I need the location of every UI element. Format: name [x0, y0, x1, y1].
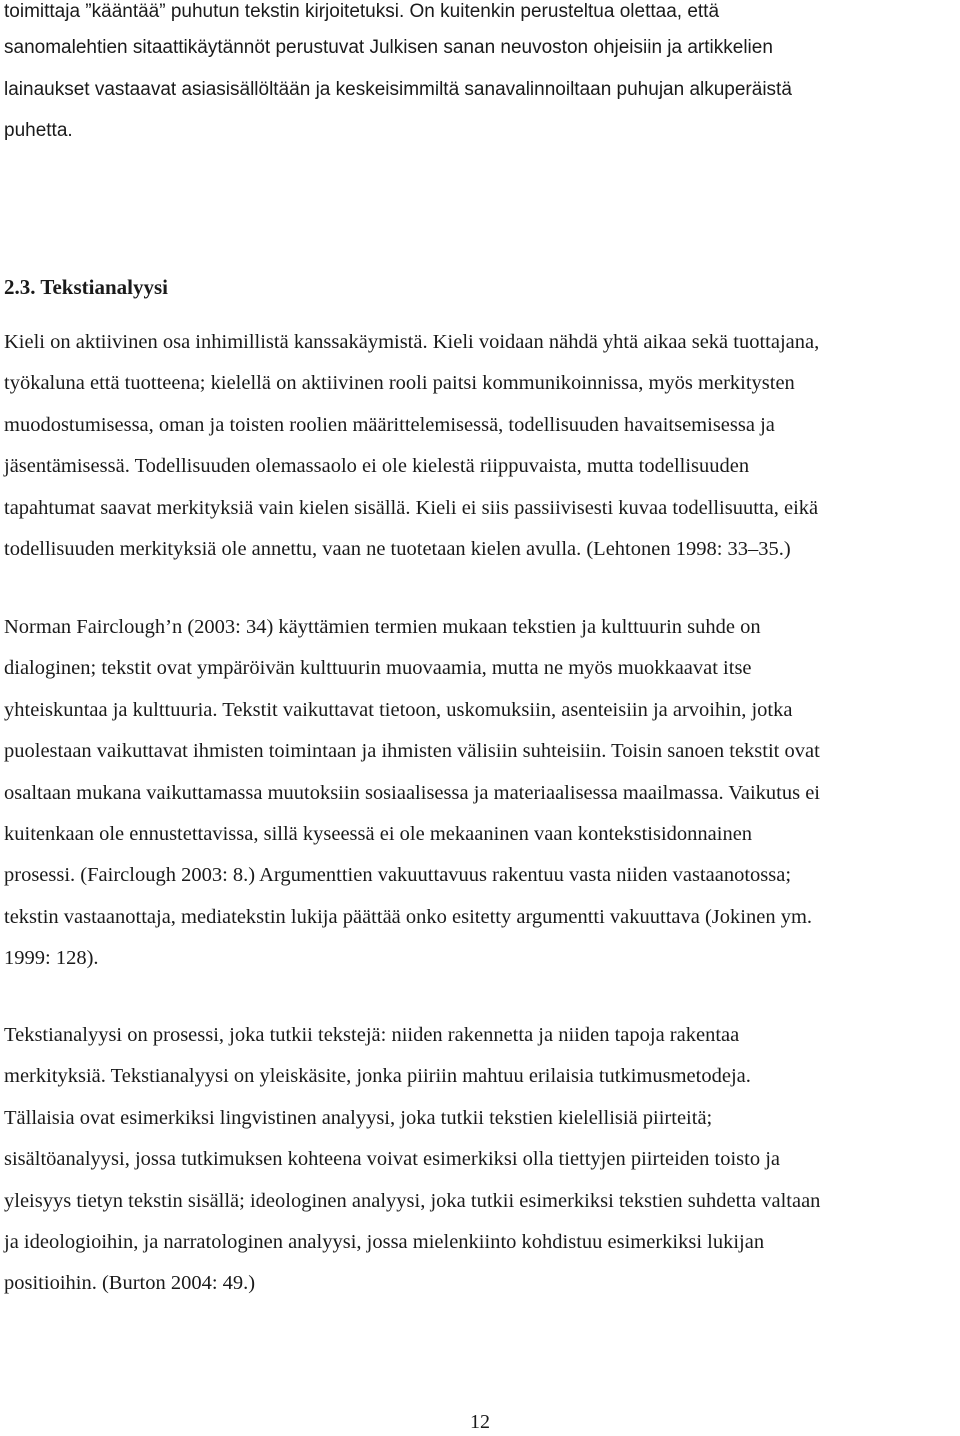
- body-paragraph: [4, 1015, 959, 1305]
- text-line: muodostumisessa, oman ja toisten roolien määrittelemisessä, todellisuuden havaitsemisessa ja: [4, 413, 775, 436]
- text-line: lainaukset vastaavat asiasisällöltään ja keskeisimmiltä sanavalinnoiltaan puhujan alkuperäistä: [4, 78, 792, 100]
- text-line: puolestaan vaikuttavat ihmisten toimintaan ja ihmisten välisiin suhteisiin. Toisin sanoen tekstit ovat: [4, 740, 820, 763]
- text-line: Tällaisia ovat esimerkiksi lingvistinen analyysi, joka tutkii tekstien kielellisiä piirteitä;: [4, 1106, 713, 1129]
- text-line: kuitenkaan ole ennustettavissa, sillä kyseessä ei ole mekaaninen vaan kontekstisidonnainen: [4, 822, 753, 845]
- text-line: puhetta.: [4, 120, 73, 141]
- text-line: tapahtumat saavat merkityksiä vain kielen sisällä. Kieli ei siis passiivisesti kuvaa todellisuutta, eikä: [4, 496, 819, 519]
- text-line: yhteiskuntaa ja kulttuuria. Tekstit vaikuttavat tietoon, uskomuksiin, asenteisiin ja arvoihin, jotka: [4, 698, 793, 721]
- text-line: todellisuuden merkityksiä ole annettu, vaan ne tuotetaan kielen avulla. (Lehtonen 1998: 33–35.): [4, 537, 791, 560]
- text-line: Tekstianalyysi on prosessi, joka tutkii tekstejä: niiden rakennetta ja niiden tapoja rakentaa: [4, 1024, 740, 1046]
- text-line: merkityksiä. Tekstianalyysi on yleiskäsite, jonka piiriin mahtuu erilaisia tutkimusmetodeja.: [4, 1065, 751, 1088]
- text-line: ja ideologioihin, ja narratologinen analyysi, jossa mielenkiinto kohdistuu esimerkiksi lukijan: [4, 1230, 765, 1253]
- text-line: jäsentämisessä. Todellisuuden olemassaolo ei ole kielestä riippuvaista, mutta todellisuuden: [4, 455, 750, 478]
- intro-paragraph: [4, 0, 954, 152]
- body-paragraph: [4, 322, 959, 570]
- text-line: sanomalehtien sitaattikäytännöt perustuvat Julkisen sanan neuvoston ohjeisiin ja artikkelien: [4, 37, 773, 58]
- text-line: tekstin vastaanottaja, mediatekstin lukija päättää onko esitetty argumentti vakuuttava (Jokinen ym.: [4, 905, 813, 928]
- text-line: Kieli on aktiivinen osa inhimillistä kanssakäymistä. Kieli voidaan nähdä yhtä aikaa sekä tuottajana,: [4, 331, 820, 353]
- text-line: toimittaja ”kääntää” puhutun tekstin kirjoitetuksi. On kuitenkin perusteltua olettaa, että: [4, 1, 720, 22]
- text-line: työkaluna että tuotteena; kielellä on aktiivinen rooli paitsi kommunikoinnissa, myös merkitysten: [4, 372, 795, 395]
- text-line: prosessi. (Fairclough 2003: 8.) Argumenttien vakuuttavuus rakentuu vasta niiden vastaanotossa;: [4, 864, 792, 887]
- text-line: sisältöanalyysi, jossa tutkimuksen kohteena voivat esimerkiksi olla tiettyjen piirteiden toisto ja: [4, 1148, 781, 1171]
- text-line: dialoginen; tekstit ovat ympäröivän kulttuurin muovaamia, mutta ne myös muokkaavat itse: [4, 657, 752, 680]
- text-line: positioihin. (Burton 2004: 49.): [4, 1272, 256, 1295]
- page-number: 12: [470, 1411, 490, 1433]
- section-heading: 2.3. Tekstianalyysi: [4, 275, 168, 299]
- text-line: yleisyys tietyn tekstin sisällä; ideologinen analyysi, joka tutkii esimerkiksi tekstien suhdetta valtaan: [4, 1189, 821, 1212]
- body-paragraph: [4, 607, 959, 980]
- text-line: 1999: 128).: [4, 947, 99, 970]
- text-line: osaltaan mukana vaikuttamassa muutoksiin sosiaalisessa ja materiaalisessa maailmassa. Vaikutus ei: [4, 781, 821, 804]
- text-line: Norman Fairclough’n (2003: 34) käyttämien termien mukaan tekstien ja kulttuurin suhde on: [4, 616, 761, 638]
